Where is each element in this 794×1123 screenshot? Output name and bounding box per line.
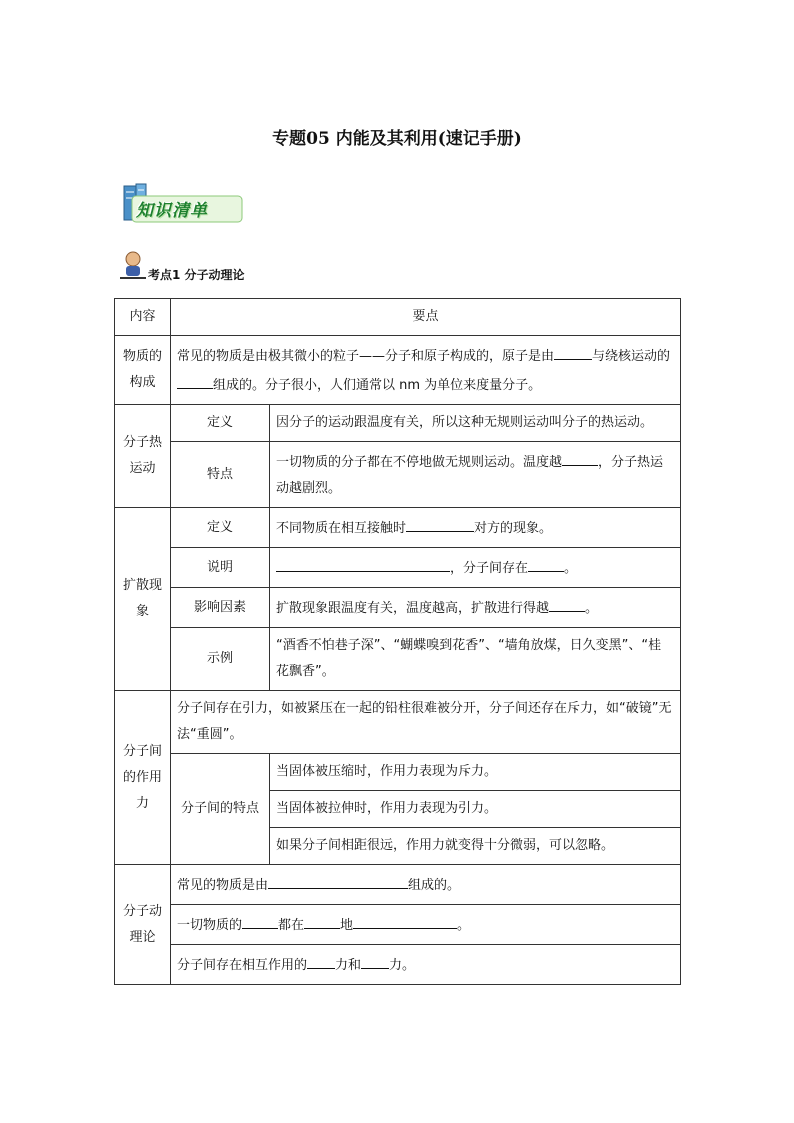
row-diffusion-def [115, 508, 681, 548]
header-points: 要点 [171, 299, 681, 336]
row-force-feature-1 [115, 754, 681, 791]
category-cell: 分子动理论 [115, 865, 171, 985]
text: 组成的。分子很小，人们通常以 nm 为单位来度量分子。 [213, 378, 542, 393]
sub-label: 影响因素 [171, 588, 270, 628]
row-composition [115, 336, 681, 405]
content-cell [171, 865, 681, 905]
content-cell: 因分子的运动跟温度有关，所以这种无规则运动叫分子的热运动。 [270, 405, 681, 442]
category-cell: 分子热运动 [115, 405, 171, 508]
sub-label: 定义 [171, 508, 270, 548]
knowledge-table [114, 298, 681, 985]
text: 分子间存在相互作用的 [177, 958, 308, 973]
header-content: 内容 [115, 299, 171, 336]
content-cell: 分子间存在引力，如被紧压在一起的铅柱很难被分开，分子间还存在斥力，如“破镜”无法“重圆”。 [171, 691, 681, 754]
content-cell [171, 336, 681, 405]
text: ，分子热运动越剧烈。 [276, 455, 664, 496]
text: 。 [457, 918, 471, 933]
text: ，分子间存在 [450, 561, 529, 576]
kaodian-label: 考点1 分子动理论 [148, 268, 245, 282]
row-theory-2 [115, 905, 681, 945]
blank [307, 950, 335, 969]
text: 常见的物质是由极其微小的粒子——分子和原子构成的，原子是由 [177, 349, 555, 364]
category-cell: 物质的构成 [115, 336, 171, 405]
blank [353, 910, 457, 929]
text: 。 [564, 561, 578, 576]
knowledge-list-banner [118, 180, 248, 232]
row-diffusion-explanation [115, 548, 681, 588]
category-cell: 扩散现象 [115, 508, 171, 691]
text: 对方的现象。 [474, 521, 553, 536]
row-thermal-motion-feature [115, 442, 681, 508]
content-cell [270, 588, 681, 628]
row-theory-1 [115, 865, 681, 905]
page-title: 专题05 内能及其利用(速记手册) [272, 129, 522, 149]
row-force-intro [115, 691, 681, 754]
blank [361, 950, 389, 969]
row-theory-3 [115, 945, 681, 985]
text: 与绕核运动的 [592, 349, 671, 364]
content-cell: 当固体被拉伸时，作用力表现为引力。 [270, 791, 681, 828]
text: 扩散现象跟温度有关，温度越高，扩散进行得越 [276, 601, 550, 616]
blank [268, 870, 408, 889]
blank [276, 553, 450, 572]
text: 常见的物质是由 [177, 878, 269, 893]
content-cell: “酒香不怕巷子深”、“蝴蝶嗅到花香”、“墙角放煤，日久变黑”、“桂花飘香”。 [270, 628, 681, 691]
content-cell [270, 508, 681, 548]
sub-label: 定义 [171, 405, 270, 442]
row-diffusion-factors [115, 588, 681, 628]
blank [304, 910, 340, 929]
blank [554, 341, 592, 360]
blank [177, 370, 213, 389]
table-header-row [115, 299, 681, 336]
text: 都在 [278, 918, 305, 933]
content-cell [270, 548, 681, 588]
content-cell: 如果分子间相距很远，作用力就变得十分微弱，可以忽略。 [270, 828, 681, 865]
text: 一切物质的 [177, 918, 243, 933]
content-cell: 当固体被压缩时，作用力表现为斥力。 [270, 754, 681, 791]
blank [562, 447, 598, 466]
sub-label: 特点 [171, 442, 270, 508]
row-diffusion-examples [115, 628, 681, 691]
blank [406, 513, 474, 532]
text: 力和 [335, 958, 362, 973]
content-cell [171, 905, 681, 945]
text: 组成的。 [408, 878, 461, 893]
sub-label: 说明 [171, 548, 270, 588]
sub-label: 分子间的特点 [171, 754, 270, 865]
category-cell: 分子间的作用力 [115, 691, 171, 865]
text: 地 [340, 918, 354, 933]
row-thermal-motion-def [115, 405, 681, 442]
banner-label: 知识清单 [136, 201, 208, 221]
blank [242, 910, 278, 929]
content-cell [270, 442, 681, 508]
text: 。 [585, 601, 599, 616]
teacher-icon [120, 250, 146, 280]
content-cell [171, 945, 681, 985]
text: 一切物质的分子都在不停地做无规则运动。温度越 [276, 455, 563, 470]
text: 力。 [389, 958, 416, 973]
blank [528, 553, 564, 572]
text: 不同物质在相互接触时 [276, 521, 407, 536]
sub-label: 示例 [171, 628, 270, 691]
blank [549, 593, 585, 612]
